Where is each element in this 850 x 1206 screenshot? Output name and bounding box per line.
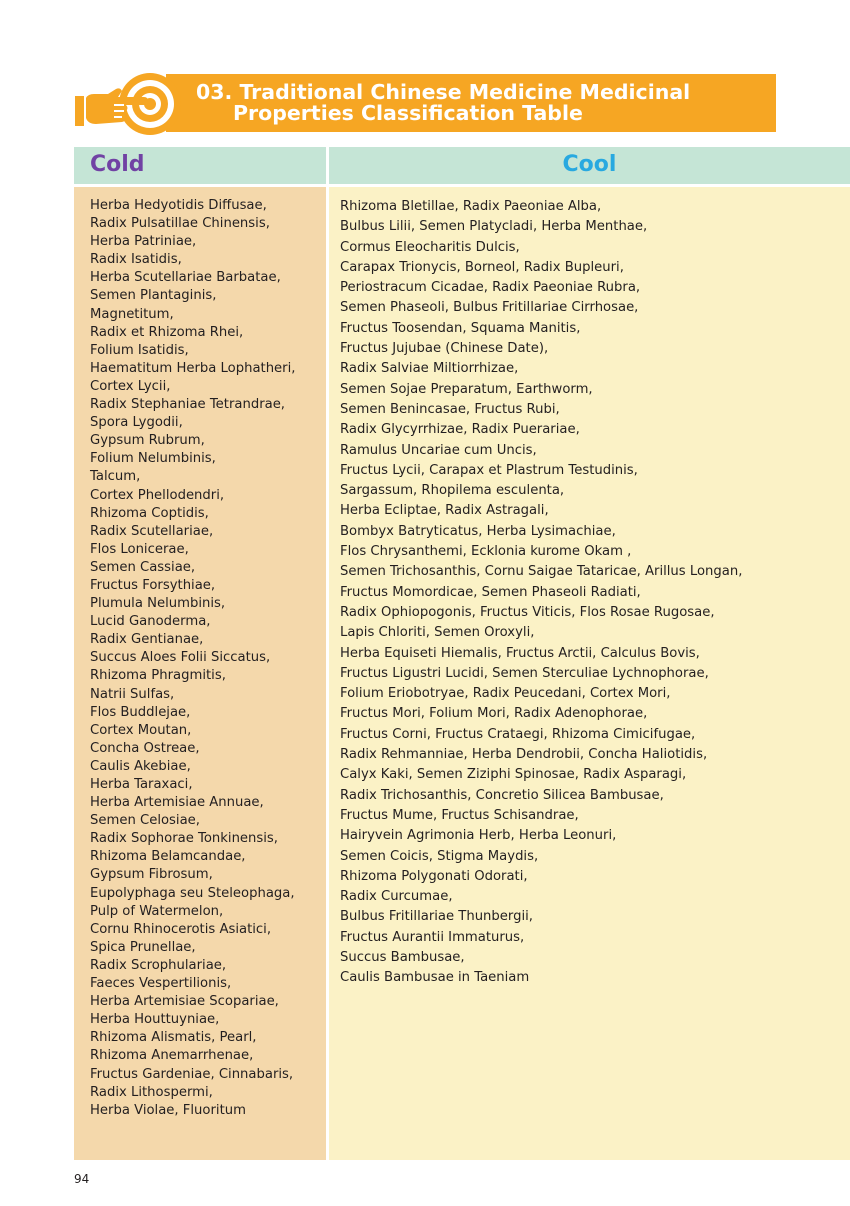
list-item: Gypsum Rubrum, xyxy=(90,433,205,449)
list-item: Radix Pulsatillae Chinensis, xyxy=(90,216,270,232)
list-item: Cornu Rhinocerotis Asiatici, xyxy=(90,921,272,937)
list-item: Bulbus Lilii, Semen Platycladi, Herba Menthae, xyxy=(340,219,648,235)
list-item: Radix Isatidis, xyxy=(90,252,182,268)
list-item: Folium Eriobotryae, Radix Peucedani, Cortex Mori, xyxy=(340,686,671,702)
list-item: Radix Ophiopogonis, Fructus Viticis, Flos Rosae Rugosae, xyxy=(340,604,715,620)
list-item: Rhizoma Alismatis, Pearl, xyxy=(90,1030,257,1046)
list-item: Spica Prunellae, xyxy=(90,939,196,955)
list-item: Caulis Akebiae, xyxy=(90,758,191,774)
list-item: Fructus Mori, Folium Mori, Radix Adenophorae, xyxy=(340,706,648,722)
list-item: Fructus Mume, Fructus Schisandrae, xyxy=(340,807,579,823)
list-item: Folium Nelumbinis, xyxy=(90,451,216,467)
list-item: Bombyx Batryticatus, Herba Lysimachiae, xyxy=(340,523,616,539)
list-item: Herba Ecliptae, Radix Astragali, xyxy=(340,503,549,519)
list-item: Fructus Forsythiae, xyxy=(90,577,216,593)
list-item: Semen Benincasae, Fructus Rubi, xyxy=(340,401,560,417)
list-item: Radix Lithospermi, xyxy=(90,1084,213,1100)
list-item: Semen Plantaginis, xyxy=(90,288,217,304)
list-item: Folium Isatidis, xyxy=(90,342,189,358)
list-item: Radix Salviae Miltiorrhizae, xyxy=(340,361,519,377)
list-item: Radix Rehmanniae, Herba Dendrobii, Concha Haliotidis, xyxy=(340,747,708,763)
list-item: Succus Bambusae, xyxy=(340,949,465,965)
list-item: Spora Lygodii, xyxy=(90,415,183,431)
list-item: Rhizoma Anemarrhenae, xyxy=(90,1048,254,1064)
list-item: Plumula Nelumbinis, xyxy=(90,596,226,612)
list-item: Herba Hedyotidis Diffusae, xyxy=(90,198,267,213)
cool-herb-list xyxy=(340,197,742,989)
list-item: Radix Glycyrrhizae, Radix Puerariae, xyxy=(340,422,580,438)
list-item: Magnetitum, xyxy=(90,306,174,322)
list-item: Talcum, xyxy=(90,469,141,485)
list-item: Semen Sojae Preparatum, Earthworm, xyxy=(340,381,593,397)
list-item: Caulis Bambusae in Taeniam xyxy=(340,970,530,986)
classification-table xyxy=(74,147,850,1160)
list-item: Fructus Ligustri Lucidi, Semen Sterculiae Lychnophorae, xyxy=(340,665,709,681)
list-item: Semen Cassiae, xyxy=(90,559,196,575)
list-item: Fructus Jujubae (Chinese Date), xyxy=(340,341,549,357)
page-title xyxy=(196,82,690,124)
list-item: Herba Taraxaci, xyxy=(90,777,193,792)
list-item: Radix Gentianae, xyxy=(90,632,204,648)
list-item: Cortex Phellodendri, xyxy=(90,487,225,503)
list-item: Ramulus Uncariae cum Uncis, xyxy=(340,442,537,458)
list-item: Calyx Kaki, Semen Ziziphi Spinosae, Radix Asparagi, xyxy=(340,767,687,783)
list-item: Herba Houttuyniae, xyxy=(90,1012,220,1028)
list-item: Rhizoma Polygonati Odorati, xyxy=(340,868,528,884)
list-item: Succus Aloes Folii Siccatus, xyxy=(90,650,271,666)
list-item: Eupolyphaga seu Steleophaga, xyxy=(90,885,295,901)
list-item: Semen Celosiae, xyxy=(90,813,200,829)
list-item: Concha Ostreae, xyxy=(90,740,200,756)
cool-column-header xyxy=(329,147,850,184)
list-item: Fructus Lycii, Carapax et Plastrum Testudinis, xyxy=(340,462,638,478)
list-item: Lucid Ganoderma, xyxy=(90,614,211,630)
page-title-line1: 03. Traditional Chinese Medicine Medicinal xyxy=(196,80,691,104)
cold-column-header xyxy=(74,147,326,184)
list-item: Pulp of Watermelon, xyxy=(90,903,224,919)
list-item: Rhizoma Coptidis, xyxy=(90,505,209,521)
list-item: Herba Artemisiae Scopariae, xyxy=(90,994,279,1010)
list-item: Carapax Trionycis, Borneol, Radix Bupleuri, xyxy=(340,259,624,275)
cool-header-label: Cool xyxy=(562,152,617,177)
list-item: Hairyvein Agrimonia Herb, Herba Leonuri, xyxy=(340,828,617,844)
list-item: Haematitum Herba Lophatheri, xyxy=(90,360,296,376)
page-number: 94 xyxy=(74,1172,90,1186)
list-item: Semen Phaseoli, Bulbus Fritillariae Cirrhosae, xyxy=(340,300,639,316)
list-item: Semen Coicis, Stigma Maydis, xyxy=(340,848,539,864)
list-item: Radix Scrophulariae, xyxy=(90,957,227,973)
cold-herb-list xyxy=(90,197,295,1120)
list-item: Rhizoma Bletillae, Radix Paeoniae Alba, xyxy=(340,199,602,214)
list-item: Radix Stephaniae Tetrandrae, xyxy=(90,397,285,413)
cold-header-label: Cold xyxy=(90,152,145,177)
list-item: Rhizoma Phragmitis, xyxy=(90,668,226,684)
list-item: Gypsum Fibrosum, xyxy=(90,867,213,883)
list-item: Radix Sophorae Tonkinensis, xyxy=(90,831,278,847)
list-item: Bulbus Fritillariae Thunbergii, xyxy=(340,909,533,925)
list-item: Flos Lonicerae, xyxy=(90,541,189,557)
list-item: Cortex Lycii, xyxy=(90,378,171,394)
list-item: Lapis Chloriti, Semen Oroxyli, xyxy=(340,625,535,641)
list-item: Herba Violae, Fluoritum xyxy=(90,1102,246,1118)
list-item: Flos Chrysanthemi, Ecklonia kurome Okam , xyxy=(340,544,632,560)
list-item: Semen Trichosanthis, Cornu Saigae Tataricae, Arillus Longan, xyxy=(340,564,743,580)
cold-column xyxy=(74,187,326,1160)
list-item: Herba Patriniae, xyxy=(90,234,197,250)
list-item: Faeces Vespertilionis, xyxy=(90,976,232,992)
list-item: Fructus Corni, Fructus Crataegi, Rhizoma Cimicifugae, xyxy=(340,726,696,742)
page-title-line2: Properties Classification Table xyxy=(233,101,583,125)
list-item: Fructus Aurantii Immaturus, xyxy=(340,929,525,945)
list-item: Fructus Toosendan, Squama Manitis, xyxy=(340,320,581,336)
list-item: Radix et Rhizoma Rhei, xyxy=(90,324,244,340)
list-item: Fructus Momordicae, Semen Phaseoli Radiati, xyxy=(340,584,641,600)
list-item: Flos Buddlejae, xyxy=(90,704,191,720)
list-item: Herba Scutellariae Barbatae, xyxy=(90,270,281,286)
list-item: Periostracum Cicadae, Radix Paeoniae Rubra, xyxy=(340,280,641,296)
list-item: Cormus Eleocharitis Dulcis, xyxy=(340,239,520,255)
list-item: Radix Curcumae, xyxy=(340,889,453,905)
list-item: Herba Artemisiae Annuae, xyxy=(90,795,264,811)
list-item: Sargassum, Rhopilema esculenta, xyxy=(340,483,565,499)
list-item: Radix Trichosanthis, Concretio Silicea Bambusae, xyxy=(340,787,664,803)
cool-column xyxy=(329,187,850,1160)
pointing-hand-target-icon xyxy=(74,72,184,136)
list-item: Cortex Moutan, xyxy=(90,722,192,738)
list-item: Fructus Gardeniae, Cinnabaris, xyxy=(90,1066,294,1082)
list-item: Natrii Sulfas, xyxy=(90,686,175,702)
list-item: Rhizoma Belamcandae, xyxy=(90,849,246,865)
list-item: Radix Scutellariae, xyxy=(90,523,214,539)
list-item: Herba Equiseti Hiemalis, Fructus Arctii, Calculus Bovis, xyxy=(340,645,700,661)
